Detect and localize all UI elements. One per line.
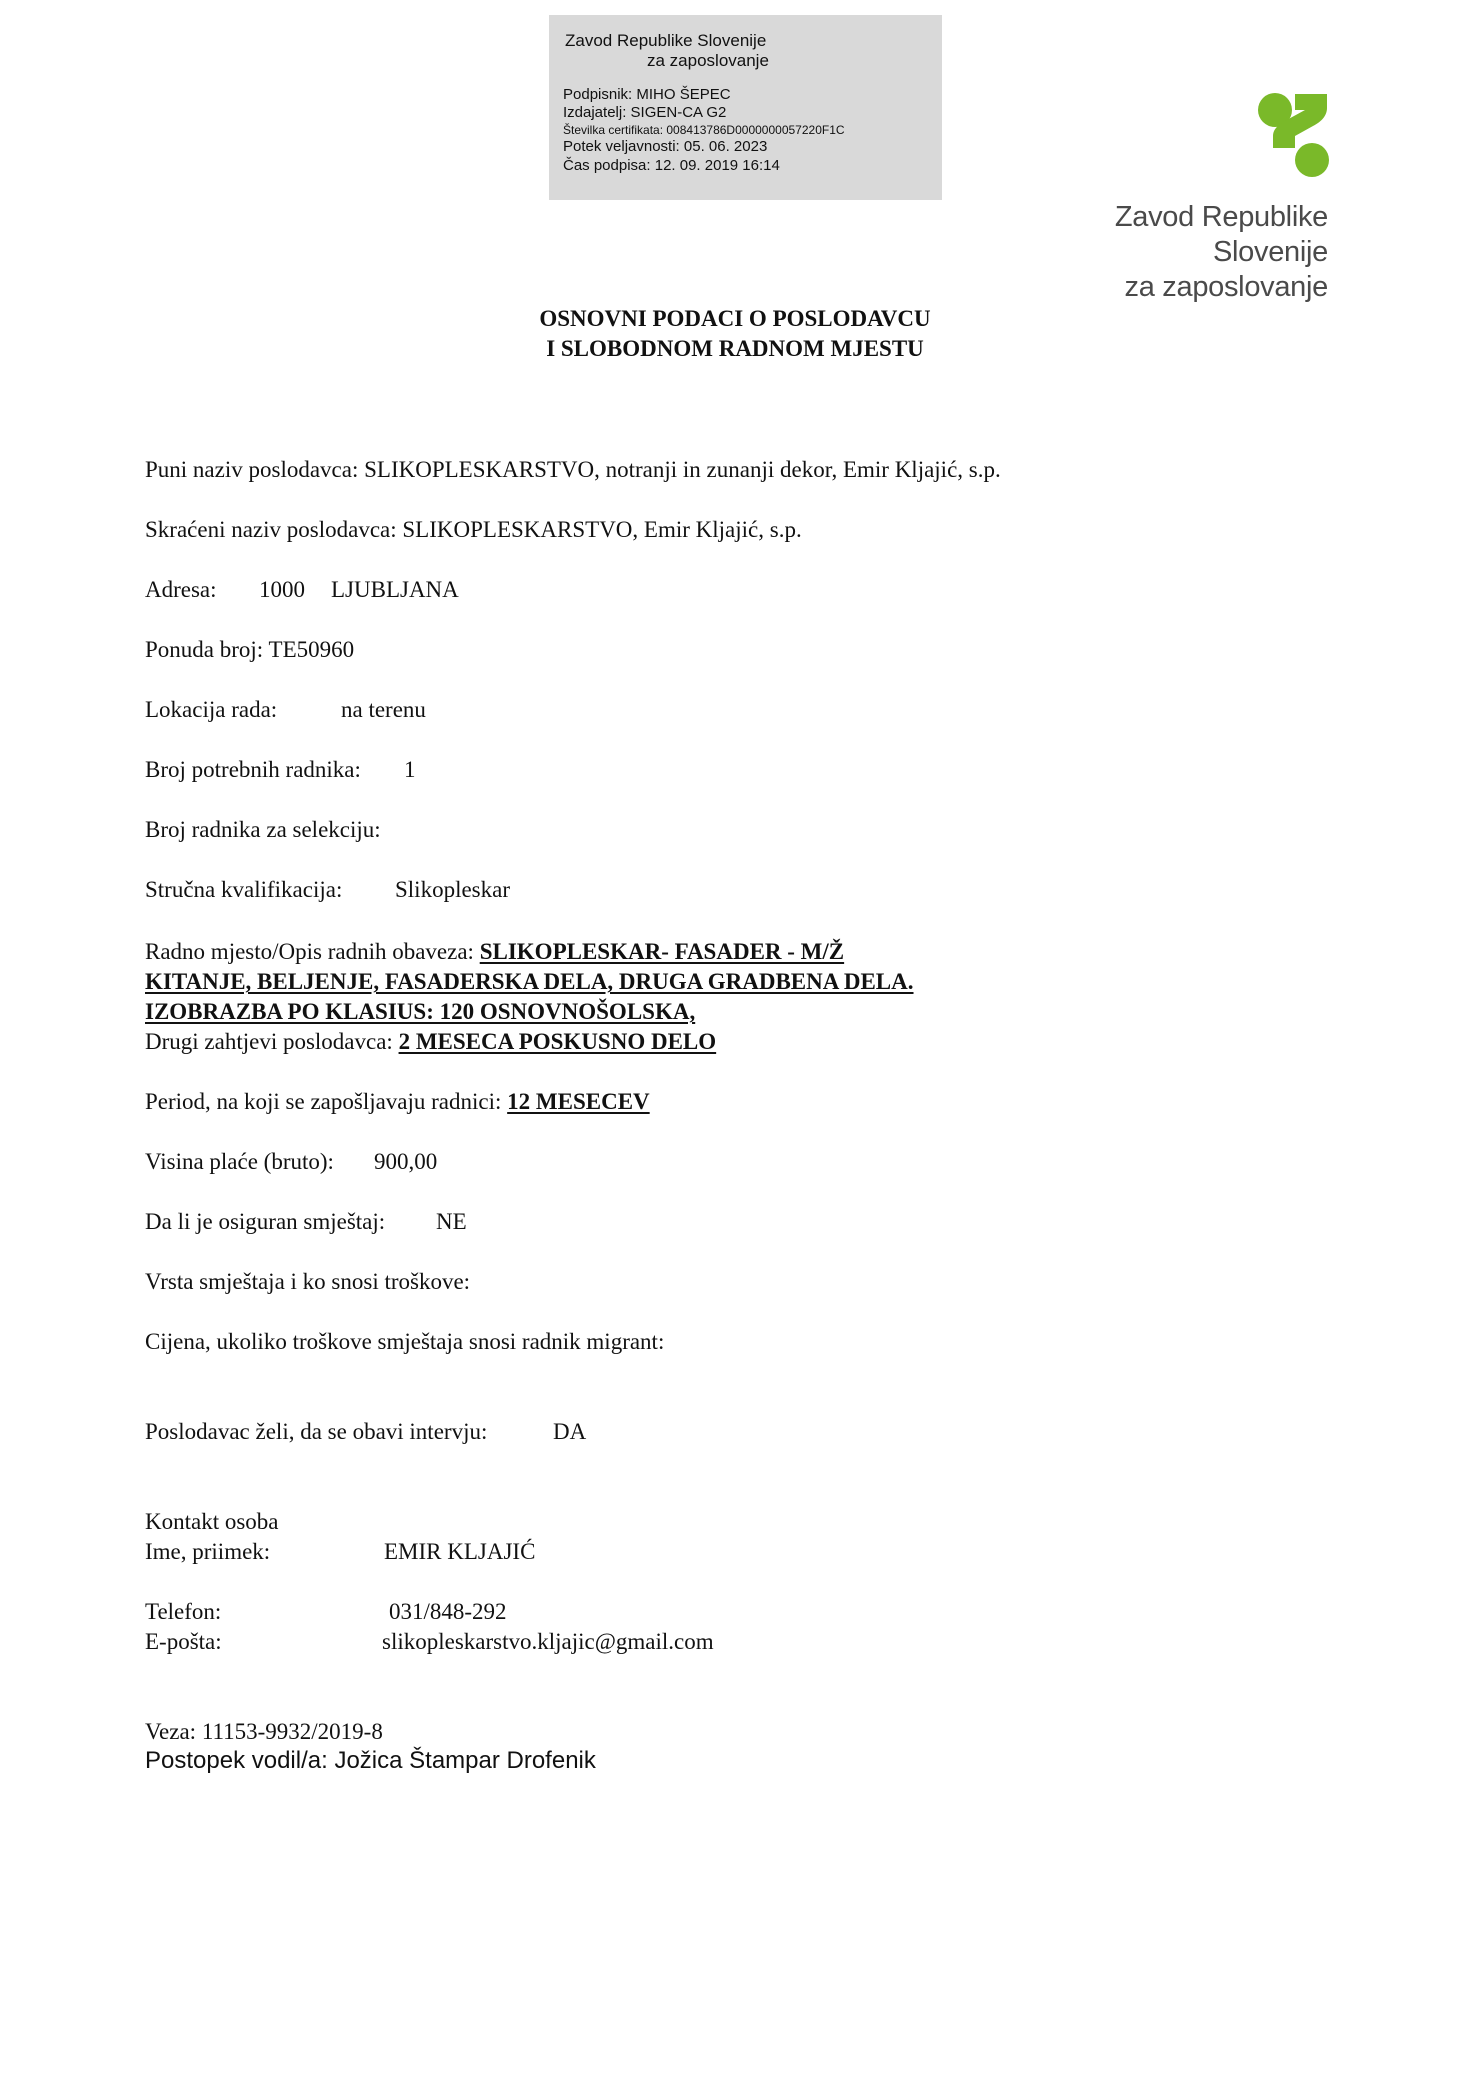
position-value-line2: KITANJE, BELJENJE, FASADERSKA DELA, DRUGA GRADBENA DELA. (145, 969, 914, 994)
signature-stamp (549, 15, 942, 200)
offer-label: Ponuda broj: (145, 637, 264, 662)
logo-line1: Zavod Republike Slovenije (1114, 201, 1328, 268)
qualification-value: Slikopleskar (395, 877, 510, 902)
address-label: Adresa: (145, 577, 217, 602)
stamp-issuer: Izdajatelj: SIGEN-CA G2 (563, 104, 727, 121)
full-name-label: Puni naziv poslodavca: (145, 457, 359, 482)
interview-label: Poslodavac želi, da se obavi intervju: (145, 1419, 488, 1444)
contact-heading: Kontakt osoba (145, 1509, 279, 1534)
logo-wordmark (1000, 200, 1328, 305)
field-selection (145, 815, 381, 845)
stamp-signed-time: Čas podpisa: 12. 09. 2019 16:14 (563, 157, 780, 174)
field-price (145, 1327, 664, 1357)
price-label: Cijena, ukoliko troškove smještaja snosi radnik migrant: (145, 1329, 665, 1354)
field-accommodation-type (145, 1267, 470, 1297)
position-value-line3: IZOBRAZBA PO KLASIUS: 120 OSNOVNOŠOLSKA, (145, 999, 696, 1024)
selection-label: Broj radnika za selekciju: (145, 817, 381, 842)
contact-phone-value: 031/848-292 (389, 1599, 507, 1624)
interview-value: DA (553, 1419, 587, 1444)
salary-value: 900,00 (374, 1149, 438, 1174)
field-accommodation (145, 1207, 385, 1237)
handled-by: Postopek vodil/a: Jožica Štampar Drofenik (145, 1747, 596, 1774)
contact-email-value: slikopleskarstvo.kljajic@gmail.com (382, 1629, 714, 1654)
field-period (145, 1087, 650, 1117)
address-postcode: 1000 (259, 577, 305, 602)
salary-label: Visina plaće (bruto): (145, 1149, 334, 1174)
contact-name-value: EMIR KLJAJIĆ (384, 1539, 536, 1564)
location-label: Lokacija rada: (145, 697, 278, 722)
stamp-validity: Potek veljavnosti: 05. 06. 2023 (563, 138, 768, 155)
zrss-logo-icon (1255, 90, 1330, 178)
field-salary (145, 1147, 334, 1177)
field-short-name (145, 515, 802, 545)
address-city: LJUBLJANA (331, 577, 459, 602)
stamp-cert-number: Številka certifikata: 008413786D0000000057220F1C (563, 123, 845, 137)
field-position (145, 937, 844, 967)
workers-needed-label: Broj potrebnih radnika: (145, 757, 361, 782)
contact-phone-label: Telefon: (145, 1599, 222, 1624)
stamp-signer: Podpisnik: MIHO ŠEPEC (563, 86, 731, 103)
offer-value: TE50960 (268, 637, 355, 662)
position-value-line1: SLIKOPLESKAR- FASADER - M/Ž (479, 939, 845, 964)
short-name-label: Skraćeni naziv poslodavca: (145, 517, 397, 542)
stamp-org-line1: Zavod Republike Slovenije (565, 31, 767, 50)
field-interview (145, 1417, 487, 1447)
field-location (145, 695, 277, 725)
contact-email-label: E-pošta: (145, 1629, 222, 1654)
position-label: Radno mjesto/Opis radnih obaveza: (145, 939, 474, 964)
field-other-requirements (145, 1027, 716, 1057)
field-full-name (145, 455, 1001, 485)
workers-needed-value: 1 (404, 757, 416, 782)
field-qualification (145, 875, 342, 905)
accommodation-label: Da li je osiguran smještaj: (145, 1209, 386, 1234)
field-offer-number (145, 635, 354, 665)
position-value-line3-row (145, 997, 695, 1027)
logo-line2: za zaposlovanje (1124, 271, 1328, 303)
reference-number: Veza: 11153-9932/2019-8 (145, 1719, 383, 1744)
document-title-line2: I SLOBODNOM RADNOM MJESTU (546, 336, 924, 361)
contact-name-label: Ime, priimek: (145, 1539, 271, 1564)
position-value-line2-row (145, 967, 914, 997)
other-req-label: Drugi zahtjevi poslodavca: (145, 1029, 393, 1054)
document-title-line1: OSNOVNI PODACI O POSLODAVCU (539, 306, 931, 331)
period-value: 12 MESECEV (507, 1089, 650, 1114)
accommodation-type-label: Vrsta smještaja i ko snosi troškove: (145, 1269, 471, 1294)
location-value: na terenu (341, 697, 426, 722)
field-workers-needed (145, 755, 361, 785)
stamp-org-line2: za zaposlovanje (647, 51, 769, 70)
short-name-value: SLIKOPLESKARSTVO, Emir Kljajić, s.p. (402, 517, 802, 542)
field-address (145, 575, 217, 605)
period-label: Period, na koji se zapošljavaju radnici: (145, 1089, 502, 1114)
full-name-value: SLIKOPLESKARSTVO, notranji in zunanji dekor, Emir Kljajić, s.p. (364, 457, 1001, 482)
other-req-value: 2 MESECA POSKUSNO DELO (398, 1029, 717, 1054)
accommodation-value: NE (436, 1209, 467, 1234)
qualification-label: Stručna kvalifikacija: (145, 877, 343, 902)
